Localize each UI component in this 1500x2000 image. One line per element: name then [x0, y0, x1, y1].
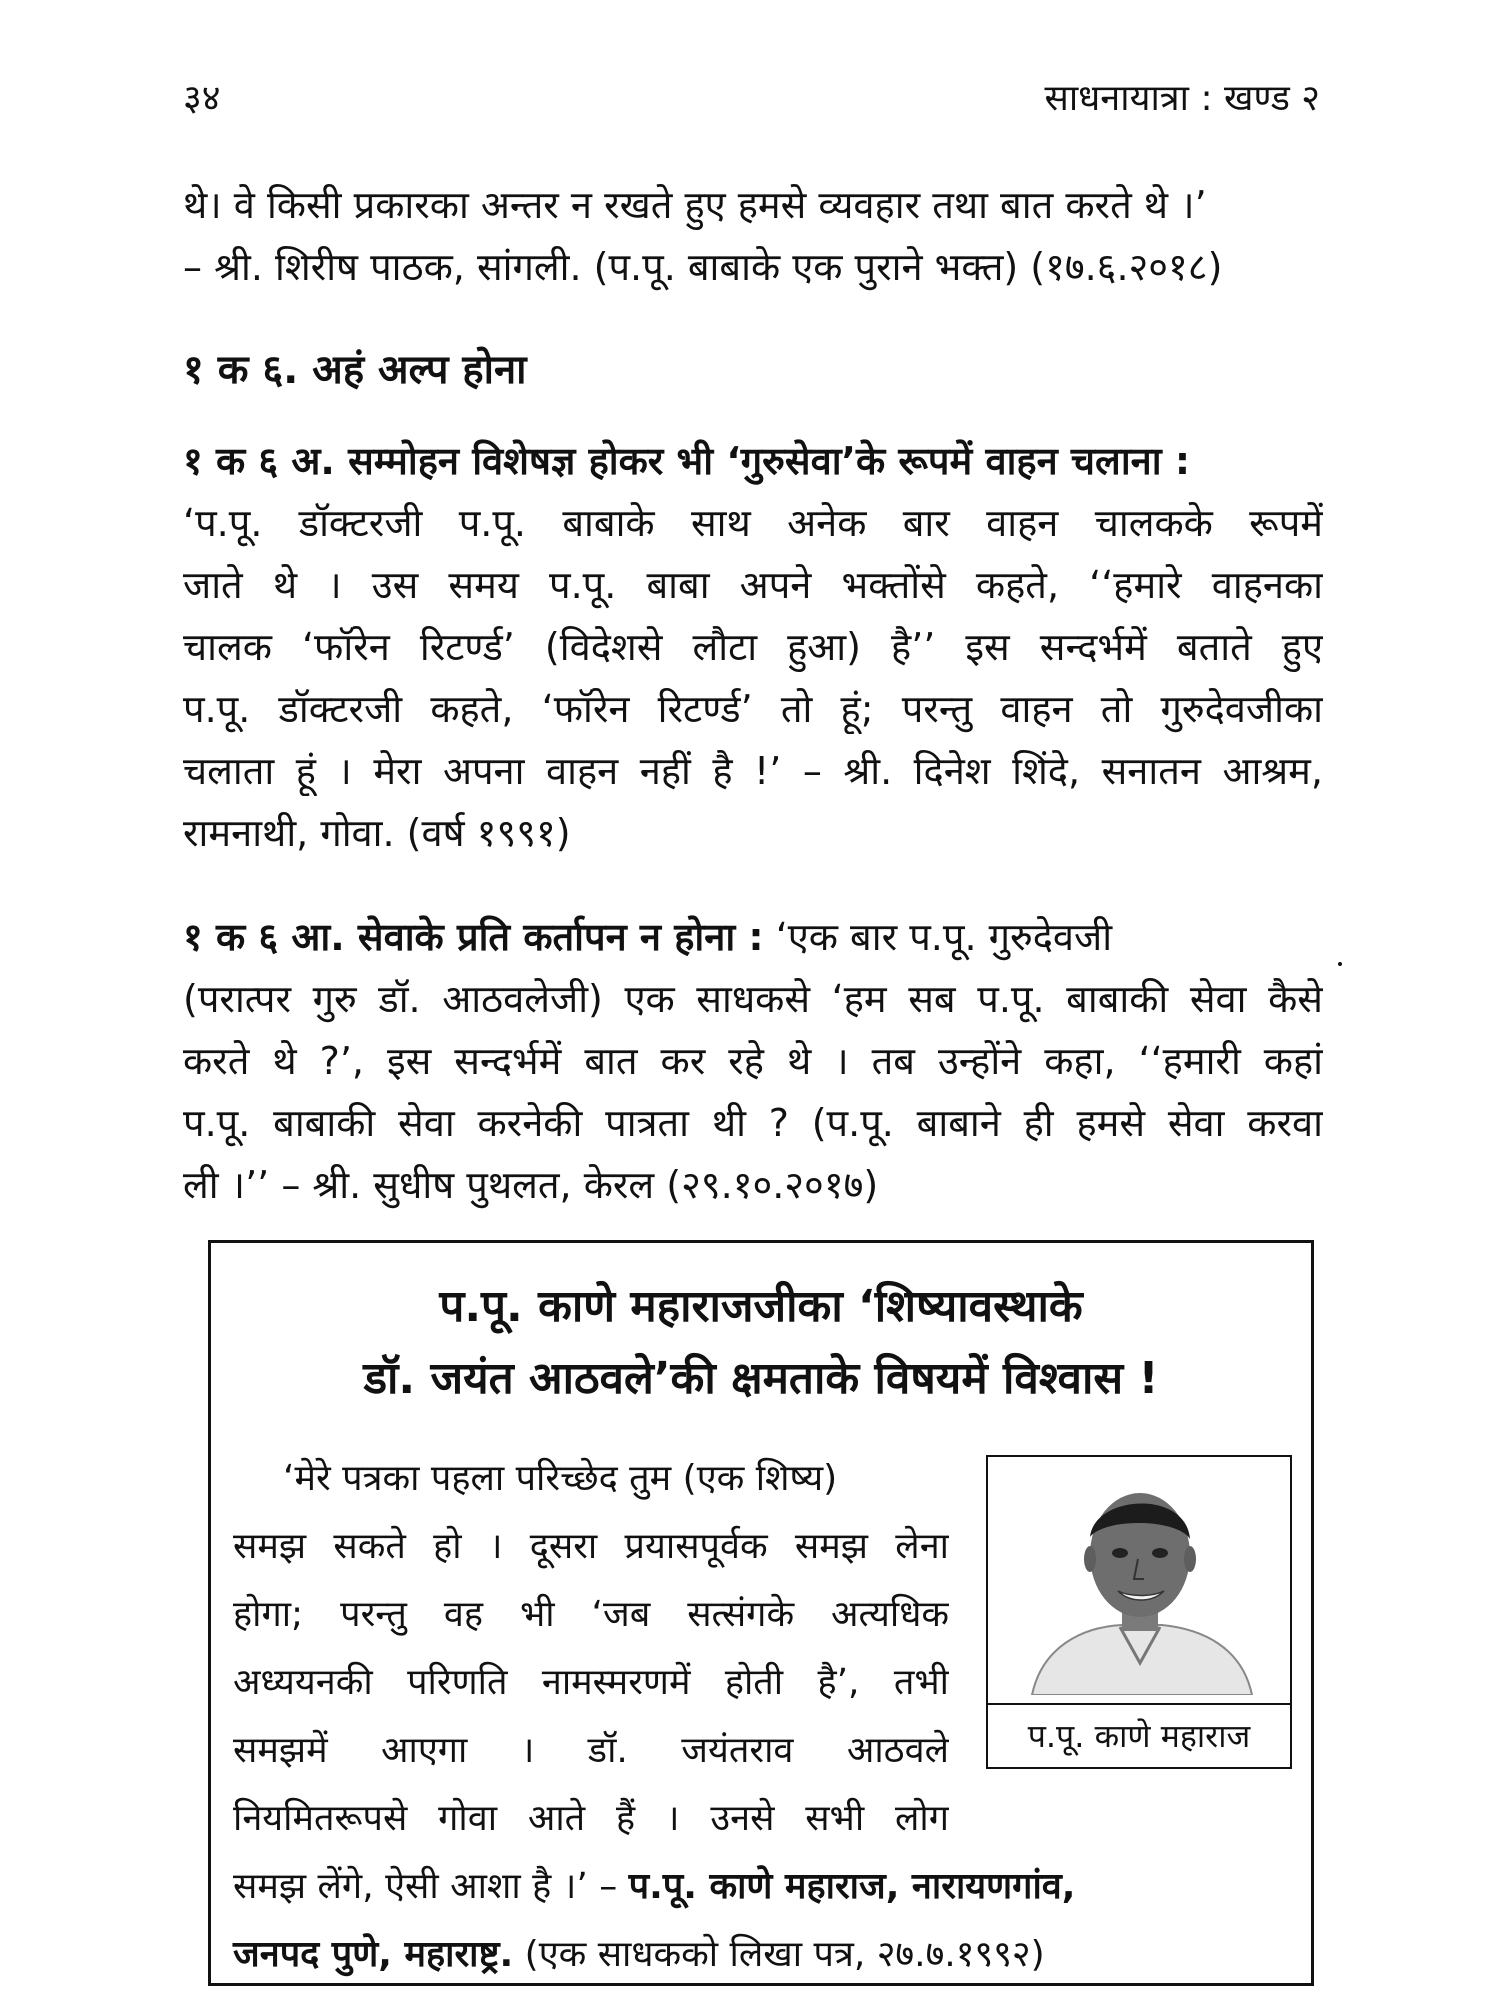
portrait-caption: प.पू. काणे महाराज [988, 1703, 1290, 1767]
box-attribution-place: जनपद पुणे, महाराष्ट्र. [233, 1934, 514, 1975]
sub-aa-first-line [183, 912, 1323, 962]
sub-a-line: जाते थे । उस समय प.पू. बाबा अपने भक्तोंसे कहते, ‘‘हमारे वाहनका [183, 563, 1323, 607]
quote-box [208, 1240, 1314, 1986]
box-title-line1: प.पू. काणे महाराजजीका ‘शिष्यावस्थाके [439, 1281, 1083, 1332]
para1-line2: – श्री. शिरीष पाठक, सांगली. (प.पू. बाबाके एक पुराने भक्त) (१७.६.२०१८) [183, 245, 1223, 289]
box-attribution-plain: समझ लेंगे, ऐसी आशा है ।’ – [233, 1866, 629, 1907]
sub-a-line: चलाता हूं । मेरा अपना वाहन नहीं है !’ – श्री. दिनेश शिंदे, सनातन आश्रम, [183, 749, 1323, 793]
box-attribution-line1 [233, 1863, 1293, 1911]
box-attribution-line2 [233, 1931, 1293, 1979]
sub-a-line: प.पू. डॉक्टरजी कहते, ‘फॉरेन रिटर्ण्ड’ तो हूं; परन्तु वाहन तो गुरुदेवजीका [183, 687, 1323, 731]
box-quote-line: ‘मेरे पत्रका पहला परिच्छेद तुम (एक शिष्य) [283, 1458, 838, 1499]
section-heading: १ क ६. अहं अल्प होना [183, 347, 527, 393]
sub-aa-line: प.पू. बाबाकी सेवा करनेकी पात्रता थी ? (प.पू. बाबाने ही हमसे सेवा करवा [183, 1101, 1323, 1145]
box-quote-line: समझ सकते हो । दूसरा प्रयासपूर्वक समझ लेना [233, 1526, 949, 1567]
box-quote-line: नियमितरूपसे गोवा आते हैं । उनसे सभी लोग [233, 1798, 949, 1839]
box-quote-line: समझमें आएगा । डॉ. जयंतराव आठवले [233, 1730, 949, 1771]
sub-aa-line: ली ।’’ – श्री. सुधीष पुथलत, केरल (२९.१०.२०१७) [183, 1163, 879, 1207]
sub-a-line: रामनाथी, गोवा. (वर्ष १९९१) [183, 811, 571, 855]
sub-aa-line: (परात्पर गुरु डॉ. आठवलेजी) एक साधकसे ‘हम सब प.पू. बाबाकी सेवा कैसे [183, 977, 1323, 1021]
sub-aa-heading: १ क ६ आ. सेवाके प्रति कर्तापन न होना : [183, 915, 764, 959]
box-quote-line: अध्ययनकी परिणति नामस्मरणमें होती है’, तभी [233, 1662, 949, 1703]
sub-a-line: चालक ‘फॉरेन रिटर्ण्ड’ (विदेशसे लौटा हुआ) है’’ इस सन्दर्भमें बताते हुए [183, 625, 1323, 669]
box-attribution-author: प.पू. काणे महाराज, नारायणगांव, [628, 1866, 1076, 1907]
stray-dot [1338, 962, 1342, 966]
sub-a-heading: १ क ६ अ. सम्मोहन विशेषज्ञ होकर भी ‘गुरुसेवा’के रूपमें वाहन चलाना : [183, 439, 1191, 483]
sub-a-line: ‘प.पू. डॉक्टरजी प.पू. बाबाके साथ अनेक बार वाहन चालकके रूपमें [183, 501, 1323, 545]
box-quote-line: होगा; परन्तु वह भी ‘जब सत्संगके अत्यधिक [233, 1594, 949, 1635]
portrait-photo [1002, 1467, 1278, 1695]
box-attribution-date: (एक साधकको लिखा पत्र, २७.७.१९९२) [513, 1934, 1045, 1975]
portrait-frame [986, 1455, 1292, 1769]
sub-aa-line1-rest: ‘एक बार प.पू. गुरुदेवजी [775, 915, 1113, 959]
sub-aa-line: करते थे ?’, इस सन्दर्भमें बात कर रहे थे । तब उन्होंने कहा, ‘‘हमारी कहां [183, 1039, 1323, 1083]
page-number: ३४ [183, 78, 221, 119]
running-head: साधनायात्रा : खण्ड २ [1044, 78, 1320, 119]
para1-line1: थे। वे किसी प्रकारका अन्तर न रखते हुए हमसे व्यवहार तथा बात करते थे ।’ [183, 183, 1207, 227]
box-title-line2: डॉ. जयंत आठवले’की क्षमताके विषयमें विश्वास ! [363, 1353, 1159, 1404]
